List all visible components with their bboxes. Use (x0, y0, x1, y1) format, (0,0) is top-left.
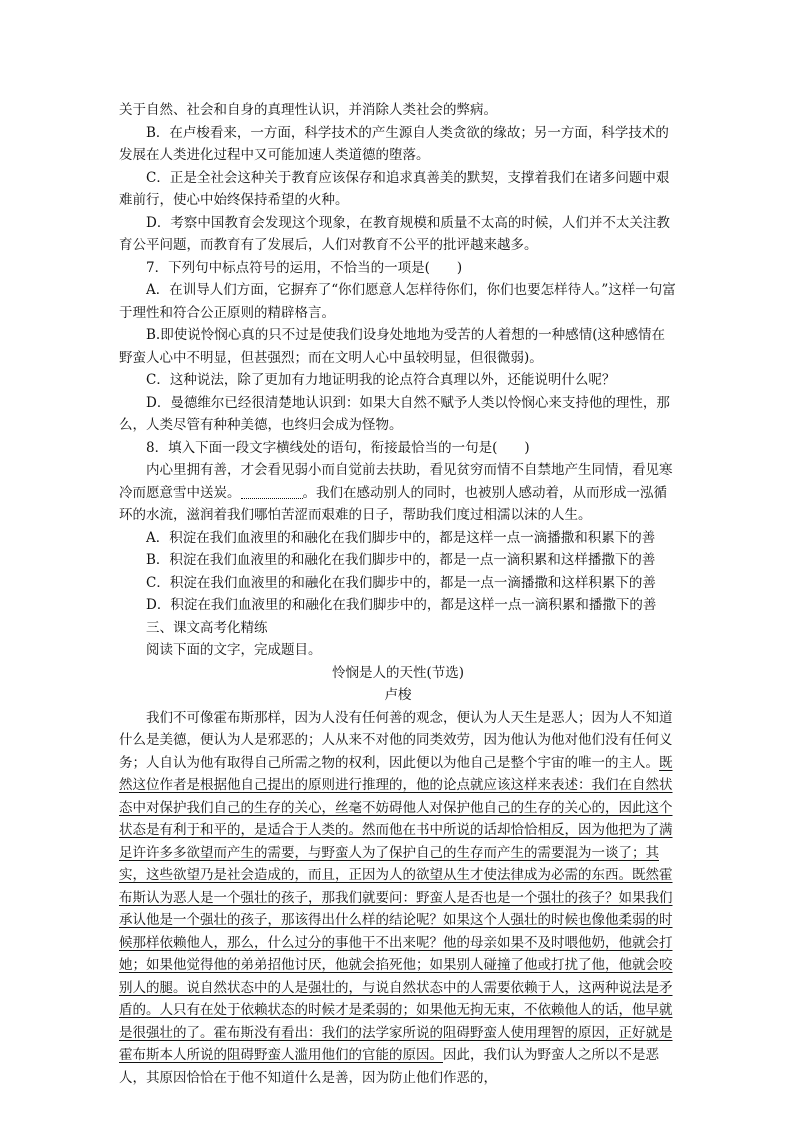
section-heading: 三、课文高考化精练 (146, 619, 268, 636)
option-6c: C．正是全社会这种关于教育应该保存和追求真善美的默契，支撑着我们在诸多问题中艰难前行，使心中始终保持希望的火种。 (119, 169, 670, 208)
option-7c: C．这种说法，除了更加有力地证明我的论点符合真理以外，还能说明什么呢？ (146, 372, 616, 388)
passage-part-1: 内心里拥有善，才会看见弱小而自觉前去扶助，看见贫穷而情不自禁地产生同情，看见寒冷而愿意雪中送炭。 (119, 462, 673, 501)
passage-part-2: 。我们在感动别人的同时，也被别人感动着，从而形成一泓循环的水流，滋润着我们哪怕苦涩而艰难的日子，帮助我们度过相濡以沫的人生。 (119, 484, 667, 523)
question-7: 7．下列句中标点符号的运用，不恰当的一项是( ) (146, 259, 463, 276)
instruction: 阅读下面的文字，完成题目。 (146, 642, 322, 658)
option-6b: B．在卢梭看来，一方面，科学技术的产生源自人类贪欲的缘故；另一方面，科学技术的发展在人类进化过程中又可能加速人类道德的堕落。 (119, 124, 669, 163)
article-title: 怜悯是人的天性(节选) (331, 664, 465, 681)
article-paragraph (119, 707, 677, 1090)
underlined-passage: 既然这位作者是根据他自己提出的原则进行推理的，他的论点就应该这样来表述：我们在自然状态中对保护我们自己的生存的关心，丝毫不妨碍他人对保护他自己的生存的关心的，因此这个状态是有利于和平的，是适合于人类的。然而他在书中所说的话却恰恰相反，因为他把为了满足许许多多欲望而产生的需要，与野蛮人为了保护自己的生存而产生的需要混为一谈了；其实，这些欲望乃是社会造成的，而且，正因为人的欲望从生才使法律成为必需的东西。既然霍布斯认为恶人是一个强壮的孩子，那我们就要问：野蛮人是否也是一个强壮的孩子？如果我们承认他是一个强壮的孩子，那该得出什么样的结论呢？如果这个人强壮的时候也像他柔弱的时候那样依赖他人，那么，什么过分的事他干不出来呢？他的母亲如果不及时喂他奶，他就会打她；如果他觉得他的弟弟招他讨厌，他就会掐死他；如果别人碰撞了他或打扰了他，他就会咬别人的腿。说自然状态中的人是强壮的，与说自然状态中的人需要依赖于人，这两种说法是矛盾的。人只有在处于依赖状态的时候才是柔弱的；如果他无拘无束，不依赖他人的话，他早就是很强壮的了。霍布斯没有看出：我们的法学家所说的阻碍野蛮人使用理智的原因，正好就是霍布斯本人所说的阻碍野蛮人滥用他们的官能的原因。 (119, 754, 673, 1063)
blank-fill-line (241, 484, 303, 499)
document-page (119, 99, 677, 1089)
paragraph-text: 我们不可像霍布斯那样，因为人没有任何善的观念，便认为人天生是恶人；因为人不知道什么是美德，便认为人是邪恶的；人从来不对他的同类效劳，因为他认为他对他们没有任何义务；人自认为他有取得自己所需之物的权利，因此便以为他自己是整个宇宙的唯一的主人。 (119, 709, 673, 771)
option-8d: D．积淀在我们血液里的和融化在我们脚步中的，都是这样一点一滴积累和播撒下的善 (146, 597, 657, 613)
option-8b: B．积淀在我们血液里的和融化在我们脚步中的，都是一点一滴积累和这样播撒下的善 (146, 552, 656, 568)
option-8c: C．积淀在我们血液里的和融化在我们脚步中的，都是一点一滴播撒和这样积累下的善 (146, 574, 656, 591)
article-author: 卢梭 (384, 687, 412, 703)
text-line: 关于自然、社会和自身的真理性认识，并消除人类社会的弊病。 (119, 102, 497, 118)
question-8: 8．填入下面一段文字横线处的语句，衔接最恰当的一句是( ) (146, 439, 530, 456)
option-7a: A．在训导人们方面，它摒弃了“你们愿意人怎样待你们，你们也要怎样待人。”这样一句富于理性和符合公正原则的精辟格言。 (119, 282, 676, 321)
option-8a: A．积淀在我们血液里的和融化在我们脚步中的，都是这样一点一滴播撒和积累下的善 (146, 529, 656, 546)
question-8-passage (119, 459, 677, 527)
option-6d: D．考察中国教育会发现这个现象，在教育规模和质量不太高的时候，人们并不太关注教育公平问题，而教育有了发展后，人们对教育不公平的批评越来越多。 (119, 214, 670, 253)
option-7b: B.即使说怜悯心真的只不过是使我们设身处地地为受苦的人着想的一种感情(这种感情在野蛮人心中不明显，但甚强烈；而在文明人心中虽较明显，但很微弱)。 (119, 327, 665, 366)
paragraph-text-end: 因此，我们认为野蛮人之所以不是恶人，其原因恰恰在于他不知道什么是善，因为防止他们作恶的， (119, 1047, 659, 1086)
option-7d: D．曼德维尔已经很清楚地认识到：如果大自然不赋予人类以怜悯心来支持他的理性，那么，人类尽管有种种美德，也终归会成为怪物。 (119, 394, 670, 433)
